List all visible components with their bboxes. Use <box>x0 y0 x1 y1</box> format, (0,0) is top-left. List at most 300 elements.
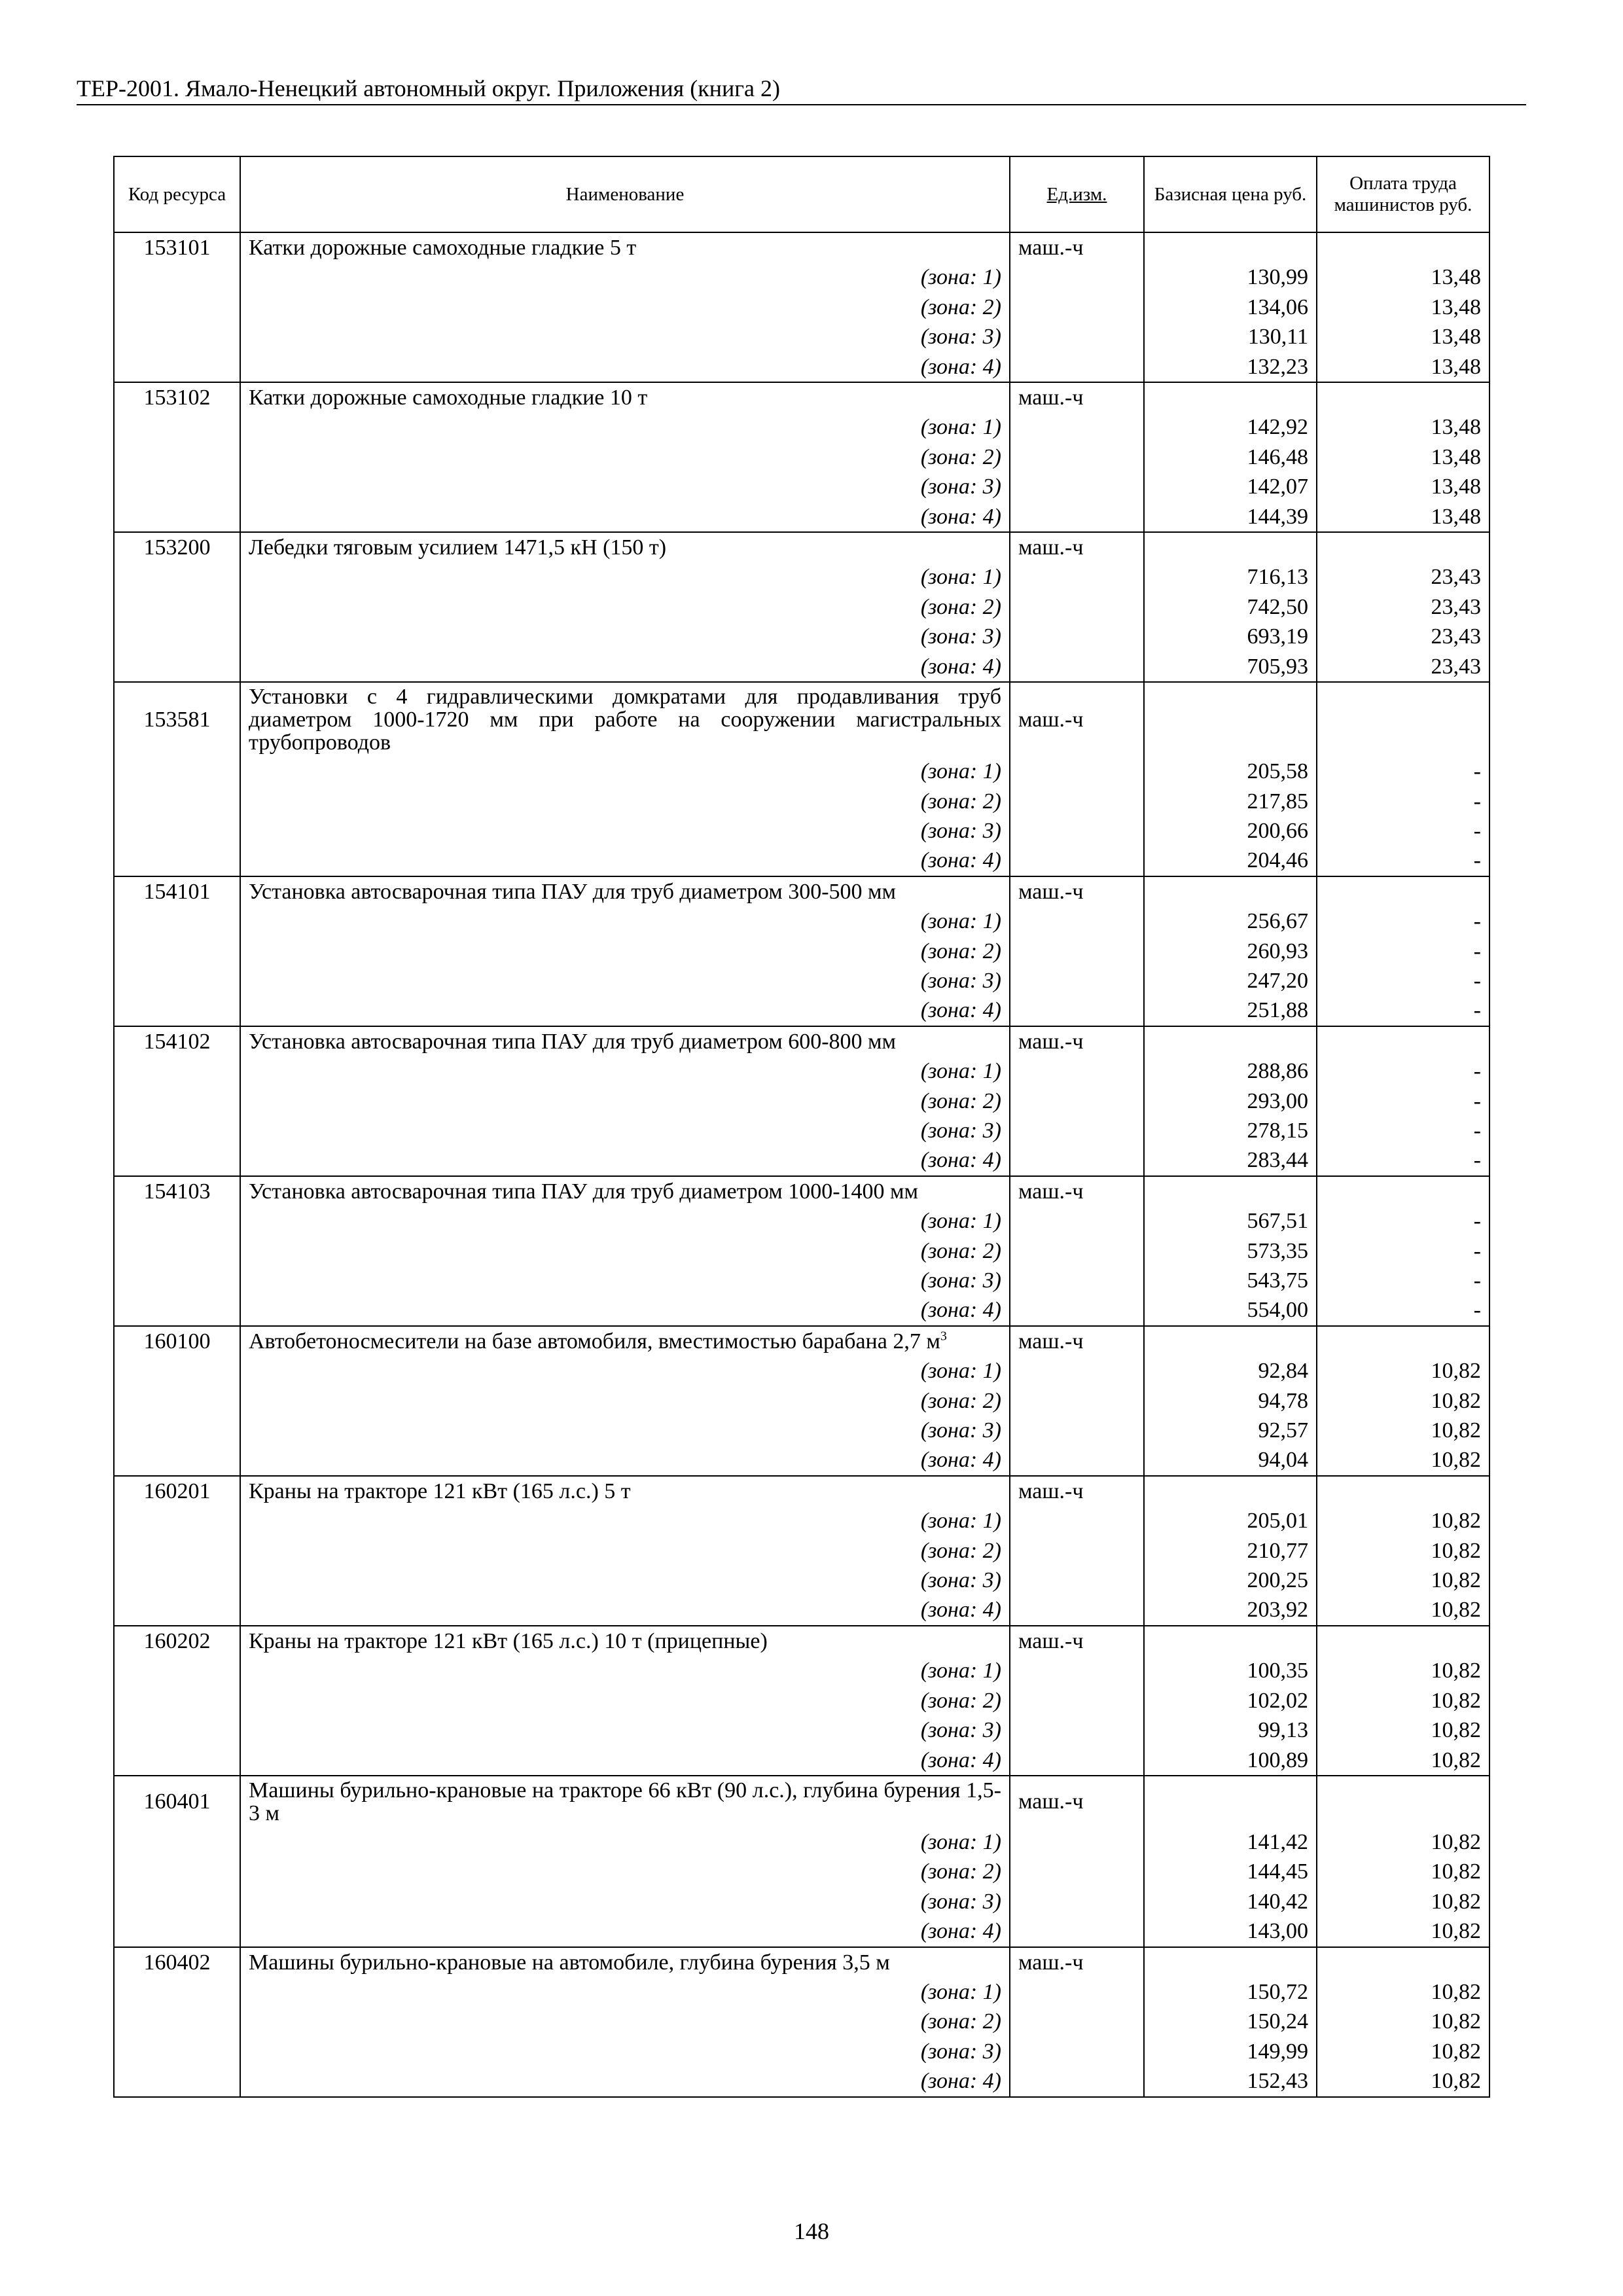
zone-price: 705,93 <box>1144 652 1317 682</box>
zone-price: 217,85 <box>1144 787 1317 816</box>
zone-price: 251,88 <box>1144 996 1317 1026</box>
zone-label: (зона: 2) <box>240 1236 1010 1266</box>
zone-unit-empty <box>1010 1857 1144 1886</box>
zone-label: (зона: 3) <box>240 1715 1010 1745</box>
resource-row <box>114 876 1489 906</box>
zone-label: (зона: 3) <box>240 472 1010 501</box>
resource-name-text: Установка автосварочная типа ПАУ для труб диаметром 600-800 мм <box>249 1029 897 1054</box>
zone-unit-empty <box>1010 996 1144 1026</box>
zone-row <box>114 622 1489 651</box>
zone-price: 543,75 <box>1144 1266 1317 1295</box>
zone-pay: 10,82 <box>1317 1416 1489 1445</box>
zone-code-empty <box>114 352 240 382</box>
zone-code-empty <box>114 996 240 1026</box>
zone-code-empty <box>114 412 240 442</box>
zone-price: 140,42 <box>1144 1887 1317 1916</box>
zone-unit-empty <box>1010 2007 1144 2036</box>
zone-price: 134,06 <box>1144 293 1317 322</box>
resource-pay-empty <box>1317 1326 1489 1356</box>
zone-label: (зона: 4) <box>240 1595 1010 1625</box>
zone-code-empty <box>114 1827 240 1857</box>
zone-price: 205,01 <box>1144 1506 1317 1535</box>
zone-code-empty <box>114 757 240 786</box>
zone-code-empty <box>114 1977 240 2007</box>
zone-label: (зона: 1) <box>240 262 1010 292</box>
zone-row <box>114 1086 1489 1116</box>
zone-unit-empty <box>1010 412 1144 442</box>
zone-row <box>114 2037 1489 2066</box>
zone-unit-empty <box>1010 1266 1144 1295</box>
zone-row <box>114 1416 1489 1445</box>
zone-pay: - <box>1317 966 1489 996</box>
zone-pay: - <box>1317 1206 1489 1236</box>
zone-price: 210,77 <box>1144 1536 1317 1566</box>
zone-unit-empty <box>1010 1356 1144 1386</box>
zone-unit-empty <box>1010 1827 1144 1857</box>
resource-code: 160201 <box>114 1476 240 1506</box>
zone-label: (зона: 2) <box>240 787 1010 816</box>
zone-row <box>114 996 1489 1026</box>
zone-row <box>114 1827 1489 1857</box>
zone-label: (зона: 2) <box>240 937 1010 966</box>
zone-unit-empty <box>1010 622 1144 651</box>
zone-code-empty <box>114 1295 240 1325</box>
zone-pay: - <box>1317 1145 1489 1175</box>
zone-code-empty <box>114 2066 240 2096</box>
zone-pay: 13,48 <box>1317 502 1489 532</box>
resource-pay-empty <box>1317 232 1489 262</box>
resource-name-text: Установки с 4 гидравлическими домкратами для продавливания труб диаметром 1000-1720 мм при работе на сооружении магистральных трубопроводов <box>249 685 1001 755</box>
zone-label: (зона: 4) <box>240 352 1010 382</box>
zone-price: 99,13 <box>1144 1715 1317 1745</box>
zone-row <box>114 1656 1489 1685</box>
zone-price: 102,02 <box>1144 1686 1317 1715</box>
resource-name <box>240 1026 1010 1056</box>
page-number: 148 <box>794 2218 829 2244</box>
resource-name-text: Установка автосварочная типа ПАУ для труб диаметром 1000-1400 мм <box>249 1179 919 1204</box>
zone-code-empty <box>114 1916 240 1946</box>
resource-name-text: Лебедки тяговым усилием 1471,5 кН (150 т) <box>249 535 667 560</box>
resource-name <box>240 1176 1010 1206</box>
resource-pay-empty <box>1317 682 1489 757</box>
table-body <box>114 232 1489 2097</box>
zone-pay: 23,43 <box>1317 592 1489 622</box>
resource-row <box>114 232 1489 262</box>
zone-code-empty <box>114 1566 240 1595</box>
zone-code-empty <box>114 562 240 592</box>
zone-pay: - <box>1317 1116 1489 1145</box>
zone-price: 92,84 <box>1144 1356 1317 1386</box>
zone-unit-empty <box>1010 652 1144 682</box>
zone-price: 130,11 <box>1144 322 1317 351</box>
resource-code: 153102 <box>114 382 240 412</box>
zone-price: 204,46 <box>1144 846 1317 876</box>
zone-price: 567,51 <box>1144 1206 1317 1236</box>
zone-price: 141,42 <box>1144 1827 1317 1857</box>
zone-pay: 13,48 <box>1317 442 1489 472</box>
zone-price: 143,00 <box>1144 1916 1317 1946</box>
zone-code-empty <box>114 1116 240 1145</box>
zone-pay: - <box>1317 937 1489 966</box>
zone-pay: - <box>1317 846 1489 876</box>
resource-code: 153101 <box>114 232 240 262</box>
zone-pay: 23,43 <box>1317 562 1489 592</box>
resource-pay-empty <box>1317 1026 1489 1056</box>
zone-code-empty <box>114 787 240 816</box>
resource-code: 154102 <box>114 1026 240 1056</box>
resource-pay-empty <box>1317 876 1489 906</box>
resource-row <box>114 1176 1489 1206</box>
zone-pay: 10,82 <box>1317 2037 1489 2066</box>
zone-row <box>114 412 1489 442</box>
zone-unit-empty <box>1010 1386 1144 1416</box>
zone-code-empty <box>114 906 240 936</box>
zone-pay: 10,82 <box>1317 1356 1489 1386</box>
zone-pay: - <box>1317 1295 1489 1325</box>
zone-label: (зона: 4) <box>240 1746 1010 1776</box>
zone-unit-empty <box>1010 562 1144 592</box>
zone-label: (зона: 1) <box>240 1827 1010 1857</box>
running-header: ТЕР-2001. Ямало-Ненецкий автономный округ. Приложения (книга 2) <box>77 73 1526 105</box>
zone-label: (зона: 4) <box>240 846 1010 876</box>
zone-code-empty <box>114 1086 240 1116</box>
zone-code-empty <box>114 1416 240 1445</box>
zone-pay: 10,82 <box>1317 1686 1489 1715</box>
resource-name-text: Автобетоносмесители на базе автомобиля, вместимостью барабана 2,7 м <box>249 1329 940 1354</box>
resource-unit: маш.-ч <box>1010 532 1144 562</box>
zone-row <box>114 816 1489 846</box>
zone-row <box>114 652 1489 682</box>
zone-label: (зона: 2) <box>240 293 1010 322</box>
zone-price: 205,58 <box>1144 757 1317 786</box>
resource-pay-empty <box>1317 1476 1489 1506</box>
zone-pay: 23,43 <box>1317 652 1489 682</box>
zone-unit-empty <box>1010 322 1144 351</box>
zone-row <box>114 562 1489 592</box>
zone-label: (зона: 3) <box>240 1116 1010 1145</box>
zone-row <box>114 293 1489 322</box>
zone-unit-empty <box>1010 966 1144 996</box>
resource-code: 154103 <box>114 1176 240 1206</box>
resource-unit: маш.-ч <box>1010 1326 1144 1356</box>
zone-pay: - <box>1317 1086 1489 1116</box>
zone-label: (зона: 1) <box>240 757 1010 786</box>
resource-price-empty <box>1144 1947 1317 1977</box>
zone-code-empty <box>114 592 240 622</box>
resource-row <box>114 1776 1489 1827</box>
zone-label: (зона: 4) <box>240 1916 1010 1946</box>
zone-row <box>114 1206 1489 1236</box>
resource-name <box>240 232 1010 262</box>
zone-code-empty <box>114 502 240 532</box>
resource-unit: маш.-ч <box>1010 876 1144 906</box>
resource-name-text: Катки дорожные самоходные гладкие 5 т <box>249 236 637 260</box>
zone-label: (зона: 3) <box>240 322 1010 351</box>
zone-code-empty <box>114 1206 240 1236</box>
resource-row <box>114 1476 1489 1506</box>
zone-code-empty <box>114 816 240 846</box>
zone-row <box>114 592 1489 622</box>
zone-row <box>114 1746 1489 1776</box>
resource-name <box>240 682 1010 757</box>
zone-unit-empty <box>1010 1656 1144 1685</box>
zone-unit-empty <box>1010 592 1144 622</box>
zone-row <box>114 1295 1489 1325</box>
zone-code-empty <box>114 1746 240 1776</box>
zone-row <box>114 1916 1489 1946</box>
zone-unit-empty <box>1010 1236 1144 1266</box>
zone-unit-empty <box>1010 502 1144 532</box>
zone-pay: 10,82 <box>1317 2066 1489 2096</box>
zone-row <box>114 1056 1489 1086</box>
zone-code-empty <box>114 1536 240 1566</box>
zone-row <box>114 1236 1489 1266</box>
zone-code-empty <box>114 1887 240 1916</box>
zone-row <box>114 1977 1489 2007</box>
zone-unit-empty <box>1010 816 1144 846</box>
zone-code-empty <box>114 1266 240 1295</box>
zone-label: (зона: 3) <box>240 2037 1010 2066</box>
resource-row <box>114 1947 1489 1977</box>
zone-code-empty <box>114 322 240 351</box>
resource-price-empty <box>1144 1626 1317 1656</box>
resource-price-empty <box>1144 1176 1317 1206</box>
zone-pay: - <box>1317 787 1489 816</box>
resource-name <box>240 1326 1010 1356</box>
resource-pay-empty <box>1317 1947 1489 1977</box>
zone-price: 693,19 <box>1144 622 1317 651</box>
zone-pay: 10,82 <box>1317 1746 1489 1776</box>
resource-unit: маш.-ч <box>1010 1947 1144 1977</box>
zone-unit-empty <box>1010 757 1144 786</box>
resource-price-empty <box>1144 1326 1317 1356</box>
resource-unit: маш.-ч <box>1010 1476 1144 1506</box>
zone-code-empty <box>114 472 240 501</box>
resource-name <box>240 1476 1010 1506</box>
resource-price-empty <box>1144 1776 1317 1827</box>
zone-price: 293,00 <box>1144 1086 1317 1116</box>
zone-unit-empty <box>1010 352 1144 382</box>
zone-unit-empty <box>1010 1686 1144 1715</box>
zone-unit-empty <box>1010 1746 1144 1776</box>
zone-pay: 10,82 <box>1317 1656 1489 1685</box>
zone-pay: 10,82 <box>1317 1386 1489 1416</box>
zone-pay: 13,48 <box>1317 322 1489 351</box>
resource-unit: маш.-ч <box>1010 682 1144 757</box>
column-header-code: Код ресурса <box>114 156 240 232</box>
zone-price: 203,92 <box>1144 1595 1317 1625</box>
zone-row <box>114 1116 1489 1145</box>
zone-code-empty <box>114 1656 240 1685</box>
zone-pay: 10,82 <box>1317 1536 1489 1566</box>
zone-unit-empty <box>1010 1566 1144 1595</box>
zone-pay: 10,82 <box>1317 1916 1489 1946</box>
zone-code-empty <box>114 966 240 996</box>
zone-price: 716,13 <box>1144 562 1317 592</box>
resource-code: 160401 <box>114 1776 240 1827</box>
zone-price: 130,99 <box>1144 262 1317 292</box>
zone-row <box>114 1536 1489 1566</box>
resource-price-table <box>113 156 1490 2098</box>
resource-pay-empty <box>1317 1626 1489 1656</box>
zone-code-empty <box>114 442 240 472</box>
zone-price: 146,48 <box>1144 442 1317 472</box>
zone-label: (зона: 4) <box>240 1295 1010 1325</box>
resource-code: 153581 <box>114 682 240 757</box>
resource-unit: маш.-ч <box>1010 1026 1144 1056</box>
zone-pay: 13,48 <box>1317 412 1489 442</box>
zone-code-empty <box>114 1445 240 1475</box>
zone-price: 94,78 <box>1144 1386 1317 1416</box>
zone-code-empty <box>114 1595 240 1625</box>
zone-code-empty <box>114 652 240 682</box>
zone-code-empty <box>114 1386 240 1416</box>
zone-row <box>114 757 1489 786</box>
resource-pay-empty <box>1317 1776 1489 1827</box>
resource-name-text: Машины бурильно-крановые на автомобиле, глубина бурения 3,5 м <box>249 1950 890 1975</box>
zone-pay: 10,82 <box>1317 2007 1489 2036</box>
column-header-pay: Оплата труда машинистов руб. <box>1317 156 1489 232</box>
zone-row <box>114 1356 1489 1386</box>
zone-unit-empty <box>1010 1916 1144 1946</box>
zone-row <box>114 2007 1489 2036</box>
resource-unit: маш.-ч <box>1010 232 1144 262</box>
zone-row <box>114 1145 1489 1175</box>
resource-price-empty <box>1144 1476 1317 1506</box>
zone-row <box>114 1595 1489 1625</box>
zone-price: 94,04 <box>1144 1445 1317 1475</box>
column-header-name: Наименование <box>240 156 1010 232</box>
resource-name-text: Краны на тракторе 121 кВт (165 л.с.) 5 т <box>249 1479 631 1503</box>
resource-unit: маш.-ч <box>1010 1626 1144 1656</box>
zone-label: (зона: 3) <box>240 1887 1010 1916</box>
zone-price: 142,07 <box>1144 472 1317 501</box>
zone-unit-empty <box>1010 293 1144 322</box>
resource-code: 160402 <box>114 1947 240 1977</box>
zone-price: 150,72 <box>1144 1977 1317 2007</box>
zone-code-empty <box>114 1145 240 1175</box>
zone-price: 742,50 <box>1144 592 1317 622</box>
resource-name <box>240 1776 1010 1827</box>
zone-code-empty <box>114 937 240 966</box>
resource-name <box>240 1626 1010 1656</box>
zone-label: (зона: 2) <box>240 1686 1010 1715</box>
resource-price-empty <box>1144 232 1317 262</box>
column-header-price: Базисная цена руб. <box>1144 156 1317 232</box>
zone-label: (зона: 3) <box>240 1566 1010 1595</box>
zone-label: (зона: 4) <box>240 1145 1010 1175</box>
zone-pay: 10,82 <box>1317 1445 1489 1475</box>
zone-unit-empty <box>1010 1116 1144 1145</box>
zone-pay: 13,48 <box>1317 262 1489 292</box>
zone-row <box>114 1445 1489 1475</box>
zone-row <box>114 1857 1489 1886</box>
zone-label: (зона: 1) <box>240 1977 1010 2007</box>
zone-label: (зона: 1) <box>240 906 1010 936</box>
zone-row <box>114 1887 1489 1916</box>
zone-unit-empty <box>1010 1145 1144 1175</box>
zone-pay: 10,82 <box>1317 1977 1489 2007</box>
zone-price: 150,24 <box>1144 2007 1317 2036</box>
zone-unit-empty <box>1010 906 1144 936</box>
zone-label: (зона: 1) <box>240 562 1010 592</box>
zone-price: 132,23 <box>1144 352 1317 382</box>
zone-label: (зона: 2) <box>240 1536 1010 1566</box>
zone-unit-empty <box>1010 1595 1144 1625</box>
zone-unit-empty <box>1010 1295 1144 1325</box>
resource-name <box>240 876 1010 906</box>
zone-row <box>114 322 1489 351</box>
zone-row <box>114 1715 1489 1745</box>
zone-label: (зона: 2) <box>240 1086 1010 1116</box>
zone-pay: 10,82 <box>1317 1595 1489 1625</box>
zone-price: 260,93 <box>1144 937 1317 966</box>
zone-code-empty <box>114 1506 240 1535</box>
zone-row <box>114 1506 1489 1535</box>
column-header-unit-label: Ед.изм. <box>1046 183 1107 205</box>
zone-unit-empty <box>1010 472 1144 501</box>
zone-row <box>114 966 1489 996</box>
zone-row <box>114 352 1489 382</box>
resource-price-empty <box>1144 532 1317 562</box>
zone-unit-empty <box>1010 2066 1144 2096</box>
zone-price: 152,43 <box>1144 2066 1317 2096</box>
zone-label: (зона: 4) <box>240 2066 1010 2096</box>
zone-label: (зона: 2) <box>240 592 1010 622</box>
zone-label: (зона: 2) <box>240 1857 1010 1886</box>
zone-row <box>114 2066 1489 2096</box>
zone-price: 149,99 <box>1144 2037 1317 2066</box>
zone-unit-empty <box>1010 1416 1144 1445</box>
zone-unit-empty <box>1010 1056 1144 1086</box>
zone-pay: 10,82 <box>1317 1566 1489 1595</box>
resource-unit: маш.-ч <box>1010 1176 1144 1206</box>
resource-name <box>240 382 1010 412</box>
zone-row <box>114 906 1489 936</box>
zone-row <box>114 787 1489 816</box>
zone-row <box>114 472 1489 501</box>
zone-code-empty <box>114 262 240 292</box>
zone-price: 100,89 <box>1144 1746 1317 1776</box>
table-header-row <box>114 156 1489 232</box>
resource-name <box>240 1947 1010 1977</box>
zone-unit-empty <box>1010 1715 1144 1745</box>
resource-price-empty <box>1144 1026 1317 1056</box>
zone-code-empty <box>114 293 240 322</box>
resource-pay-empty <box>1317 532 1489 562</box>
resource-code: 160202 <box>114 1626 240 1656</box>
zone-label: (зона: 4) <box>240 502 1010 532</box>
zone-price: 144,45 <box>1144 1857 1317 1886</box>
zone-pay: - <box>1317 757 1489 786</box>
resource-row <box>114 1626 1489 1656</box>
zone-unit-empty <box>1010 2037 1144 2066</box>
zone-label: (зона: 1) <box>240 1056 1010 1086</box>
zone-pay: - <box>1317 996 1489 1026</box>
zone-row <box>114 502 1489 532</box>
resource-row <box>114 1326 1489 1356</box>
zone-label: (зона: 2) <box>240 442 1010 472</box>
zone-price: 200,66 <box>1144 816 1317 846</box>
zone-code-empty <box>114 2007 240 2036</box>
zone-label: (зона: 3) <box>240 622 1010 651</box>
zone-price: 278,15 <box>1144 1116 1317 1145</box>
zone-label: (зона: 2) <box>240 2007 1010 2036</box>
zone-label: (зона: 4) <box>240 1445 1010 1475</box>
zone-pay: 23,43 <box>1317 622 1489 651</box>
zone-unit-empty <box>1010 787 1144 816</box>
zone-price: 573,35 <box>1144 1236 1317 1266</box>
